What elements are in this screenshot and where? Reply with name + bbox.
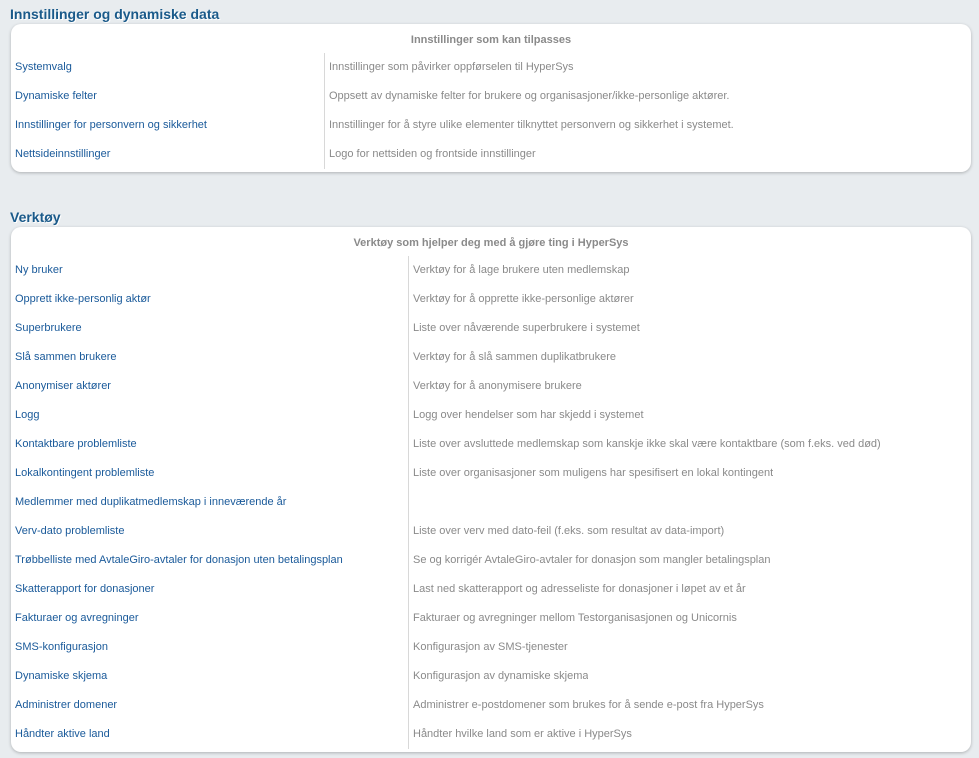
- tools-row: [11, 459, 971, 488]
- settings-description: Logo for nettsiden og frontside innstillinger: [329, 148, 536, 160]
- settings-panel: [11, 24, 971, 172]
- tools-link[interactable]: Verv-dato problemliste: [11, 517, 409, 546]
- tools-link[interactable]: Medlemmer med duplikatmedlemskap i inneværende år: [11, 488, 409, 517]
- settings-row: [11, 111, 971, 140]
- settings-description: Innstillinger som påvirker oppførselen til HyperSys: [329, 61, 574, 73]
- tools-panel: [11, 227, 971, 752]
- tools-description: Liste over nåværende superbrukere i systemet: [413, 322, 640, 334]
- tools-row: [11, 343, 971, 372]
- tools-link[interactable]: Kontaktbare problemliste: [11, 430, 409, 459]
- tools-row: [11, 720, 971, 749]
- settings-panel-header: Innstillinger som kan tilpasses: [410, 34, 572, 46]
- tools-list: [11, 256, 971, 749]
- tools-row: [11, 430, 971, 459]
- tools-link[interactable]: Slå sammen brukere: [11, 343, 409, 372]
- tools-description: Liste over verv med dato-feil (f.eks. som resultat av data-import): [413, 525, 725, 537]
- settings-link[interactable]: Nettsideinnstillinger: [11, 140, 325, 169]
- settings-row: [11, 140, 971, 169]
- tools-description: Verktøy for å opprette ikke-personlige aktører: [413, 293, 634, 305]
- tools-link[interactable]: Håndter aktive land: [11, 720, 409, 749]
- tools-description: Verktøy for å anonymisere brukere: [413, 380, 582, 392]
- settings-description: Oppsett av dynamiske felter for brukere og organisasjoner/ikke-personlige aktører.: [329, 90, 730, 102]
- tools-description: [409, 488, 413, 517]
- tools-description: Se og korrigér AvtaleGiro-avtaler for donasjon som mangler betalingsplan: [413, 554, 771, 566]
- tools-row: [11, 488, 971, 517]
- tools-row: [11, 575, 971, 604]
- tools-panel-header: Verktøy som hjelper deg med å gjøre ting i HyperSys: [353, 237, 629, 249]
- tools-row: [11, 633, 971, 662]
- settings-link[interactable]: Dynamiske felter: [11, 82, 325, 111]
- tools-description: Last ned skatterapport og adresseliste for donasjoner i løpet av et år: [413, 583, 746, 595]
- tools-description: Konfigurasjon av dynamiske skjema: [413, 670, 589, 682]
- settings-link[interactable]: Systemvalg: [11, 53, 325, 82]
- tools-row: [11, 662, 971, 691]
- tools-description: Administrer e-postdomener som brukes for å sende e-post fra HyperSys: [413, 699, 764, 711]
- tools-row: [11, 256, 971, 285]
- tools-link[interactable]: Lokalkontingent problemliste: [11, 459, 409, 488]
- tools-link[interactable]: Ny bruker: [11, 256, 409, 285]
- tools-description: Logg over hendelser som har skjedd i systemet: [413, 409, 644, 421]
- tools-description: Fakturaer og avregninger mellom Testorganisasjonen og Unicornis: [413, 612, 737, 624]
- tools-description: Verktøy for å lage brukere uten medlemskap: [413, 264, 630, 276]
- tools-row: [11, 517, 971, 546]
- tools-link[interactable]: Trøbbelliste med AvtaleGiro-avtaler for donasjon uten betalingsplan: [11, 546, 409, 575]
- tools-link[interactable]: Skatterapport for donasjoner: [11, 575, 409, 604]
- tools-link[interactable]: Superbrukere: [11, 314, 409, 343]
- tools-row: [11, 691, 971, 720]
- tools-link[interactable]: Anonymiser aktører: [11, 372, 409, 401]
- tools-link[interactable]: Opprett ikke-personlig aktør: [11, 285, 409, 314]
- tools-section-title: Verktøy: [10, 209, 61, 225]
- tools-row: [11, 372, 971, 401]
- tools-description: Liste over organisasjoner som muligens har spesifisert en lokal kontingent: [413, 467, 774, 479]
- tools-link[interactable]: Fakturaer og avregninger: [11, 604, 409, 633]
- tools-description: Konfigurasjon av SMS-tjenester: [413, 641, 568, 653]
- tools-link[interactable]: Administrer domener: [11, 691, 409, 720]
- tools-link[interactable]: SMS-konfigurasjon: [11, 633, 409, 662]
- tools-link[interactable]: Dynamiske skjema: [11, 662, 409, 691]
- tools-link[interactable]: Logg: [11, 401, 409, 430]
- settings-row: [11, 82, 971, 111]
- tools-description: Verktøy for å slå sammen duplikatbrukere: [413, 351, 616, 363]
- settings-row: [11, 53, 971, 82]
- tools-description: Håndter hvilke land som er aktive i HyperSys: [413, 728, 632, 740]
- tools-description: Liste over avsluttede medlemskap som kanskje ikke skal være kontaktbare (som f.eks. ved død): [413, 438, 881, 450]
- settings-description: Innstillinger for å styre ulike elementer tilknyttet personvern og sikkerhet i systemet.: [329, 119, 734, 131]
- tools-row: [11, 285, 971, 314]
- tools-row: [11, 546, 971, 575]
- tools-row: [11, 604, 971, 633]
- tools-row: [11, 314, 971, 343]
- settings-link[interactable]: Innstillinger for personvern og sikkerhet: [11, 111, 325, 140]
- settings-list: [11, 53, 971, 169]
- settings-section-title: Innstillinger og dynamiske data: [10, 6, 220, 22]
- tools-row: [11, 401, 971, 430]
